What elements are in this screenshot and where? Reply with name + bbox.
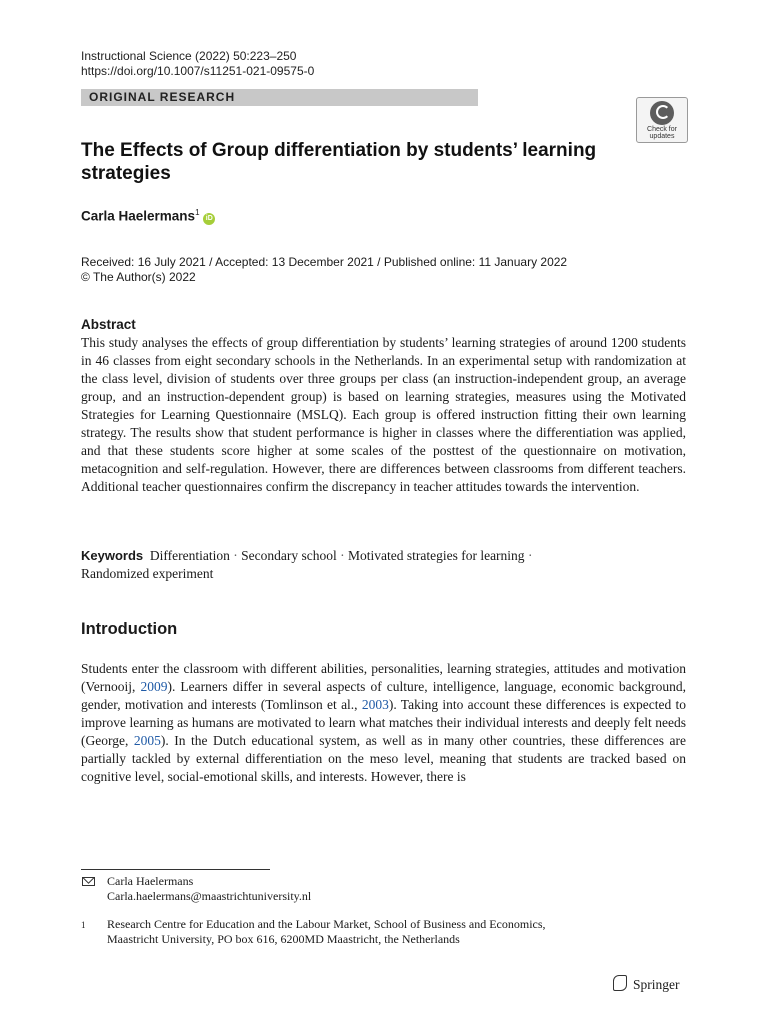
check-for-updates-icon [650,101,674,125]
keyword-separator: · [340,548,345,563]
orcid-icon[interactable]: iD [203,213,215,225]
copyright-notice: © The Author(s) 2022 [81,270,196,284]
keyword-item: Randomized experiment [81,566,214,581]
paper-title: The Effects of Group differentiation by students’ learning strategies [81,140,597,184]
affiliation-line: Research Centre for Education and the Labour Market, School of Business and Economics, [107,917,546,931]
check-for-updates-button[interactable] [636,97,688,143]
affiliation-marker: 1 [195,208,200,217]
publication-dates: Received: 16 July 2021 / Accepted: 13 December 2021 / Published online: 11 January 2022 [81,255,568,269]
keyword-item: Secondary school [241,548,337,563]
author-name: Carla Haelermans [81,208,196,224]
publisher-name: Springer [633,977,680,992]
keyword-item: Differentiation [149,548,230,563]
check-updates-line1: Check for [647,126,677,133]
section-label: ORIGINAL RESEARCH [89,90,236,104]
keywords-block [81,547,686,583]
keywords-label: Keywords [81,548,144,563]
intro-text-part: Students enter the classroom with different abilities, personalities, learning strategies, attitudes and motivation (Vernooij, [81,661,686,694]
check-updates-line2: updates [649,133,675,140]
introduction-text [81,660,686,786]
citation-link[interactable]: 2009 [140,679,168,694]
affiliation-footnote-number: 1 [81,920,86,930]
author-line [81,208,215,225]
springer-horse-icon [613,975,627,991]
footnote-divider [81,869,270,870]
keyword-item: Motivated strategies for learning [347,548,525,563]
doi-link[interactable]: https://doi.org/10.1007/s11251-021-09575-0 [81,64,315,78]
intro-text-part: ). Taking into account these differences is expected to improve learning as humans are motivated to learn what matches their individual interests and deeply felt needs (George, [81,697,686,748]
affiliation-line: Maastricht University, PO box 616, 6200MD Maastricht, the Netherlands [107,932,460,946]
intro-text-part: ). In the Dutch educational system, as well as in many other countries, these differences are partially tackled by external differentiation on the meso level, meaning that students are tracked based on cognitive level, social-emotional skills, and interests. However, there is [81,733,686,784]
affiliation-footnote [107,917,667,947]
section-banner [81,89,478,106]
keyword-separator: · [527,548,533,563]
corresponding-author-name: Carla Haelermans [107,874,194,888]
intro-text-part: ). Learners differ in several aspects of culture, intelligence, language, economic background, gender, motivation and interests (Tomlinson et al., [81,679,686,712]
envelope-icon [82,877,95,886]
introduction-heading: Introduction [81,620,178,638]
abstract-heading: Abstract [81,317,136,332]
keyword-separator: · [233,548,238,563]
citation-link[interactable]: 2005 [133,733,161,748]
journal-reference: Instructional Science (2022) 50:223–250 [81,49,297,63]
citation-link[interactable]: 2003 [361,697,389,712]
corresponding-author-email[interactable]: Carla.haelermans@maastrichtuniversity.nl [107,889,312,903]
springer-logo [613,975,680,994]
abstract-text: This study analyses the effects of group differentiation by students’ learning strategies of around 1200 students in 46 classes from eight secondary schools in the Netherlands. In an experimental setup with randomization at the class level, division of students over three groups per class (an instruction-independent group, an average group, and an instruction-dependent group) is based on learning strategies, measures using the Motivated Strategies for Learning Questionnaire (MSLQ). Each group is offered instruction fitting their own learning strategy. The results show that student performance is higher in classes where the differentiation was applied, and that these students score higher at some scales of the posttest of the questionnaire on motivation, metacognition and self-regulation. However, there are differences between classrooms from different teachers. Additional teacher questionnaires confirm the discrepancy in teacher attitudes towards the intervention. [81,335,686,494]
